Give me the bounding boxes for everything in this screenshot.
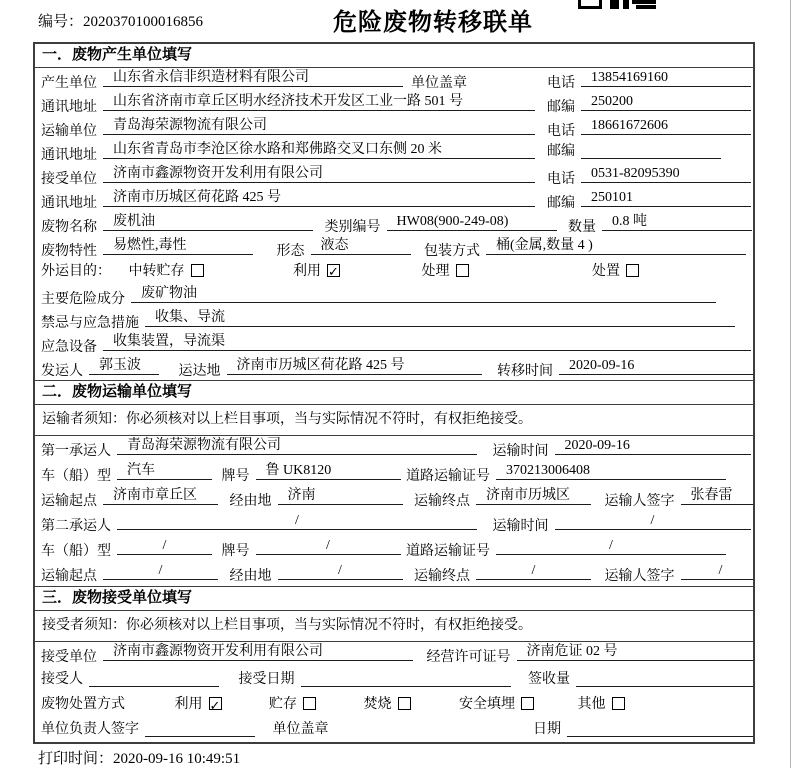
field-label: 牌号 — [221, 469, 250, 484]
field-label: 通讯地址 — [41, 100, 97, 115]
consignor-value: 郭玉波 — [89, 356, 159, 375]
right-group — [547, 116, 751, 140]
qr-module — [636, 5, 656, 9]
terminus1-value: 济南市历城区 — [476, 486, 591, 505]
print-time-label: 打印时间： — [38, 751, 114, 767]
section2-header: 二．废物运输单位填写 — [35, 380, 753, 405]
field-label: 运达地 — [178, 364, 221, 379]
disposal-option-storage — [269, 692, 316, 717]
field-label: 运输时间 — [492, 444, 549, 459]
terminus2-value: / — [476, 561, 591, 580]
option-label: 安全填埋 — [459, 697, 515, 712]
field-label: 废物处置方式 — [41, 697, 125, 712]
field-label: 运输起点 — [41, 494, 97, 509]
plate1-value: 鲁 UK8120 — [256, 461, 401, 480]
field-label: 经由地 — [229, 494, 272, 509]
field-label: 运输时间 — [492, 519, 549, 534]
packaging-value: 桶(金属,数量 4 ) — [486, 236, 746, 255]
category-code-value: HW08(900-249-08) — [387, 212, 557, 231]
acceptor-value — [89, 668, 219, 687]
second-carrier-value: / — [117, 511, 477, 530]
right-group — [547, 164, 751, 188]
transporter-address-row — [35, 140, 753, 164]
responsible-sign-row — [35, 717, 753, 742]
checkbox-unchecked-icon — [612, 697, 625, 710]
field-label: 邮编 — [547, 196, 575, 211]
field-label: 车（船）型 — [41, 544, 111, 559]
transfer-purpose-row — [35, 260, 753, 284]
field-label: 第二承运人 — [41, 519, 111, 534]
page-title: 危险废物转移联单 — [333, 10, 533, 36]
field-label: 接受日期 — [238, 672, 295, 687]
field-label: 类别编号 — [324, 220, 381, 235]
quantity-value: 0.8 吨 — [602, 212, 752, 231]
producer-row — [35, 68, 753, 92]
field-label: 应急设备 — [41, 340, 97, 355]
vehicle1-row — [35, 461, 753, 486]
road-permit2-value: / — [496, 536, 726, 555]
characteristics-value: 易燃性,毒性 — [103, 236, 253, 255]
field-label: 运输终点 — [414, 569, 470, 584]
field-label: 牌号 — [221, 544, 250, 559]
responsible-sign-value — [145, 718, 255, 737]
field-label: 经营许可证号 — [426, 650, 511, 665]
right-group — [547, 140, 721, 164]
serial-label: 编号： — [38, 14, 84, 30]
checkbox-checked-icon — [209, 697, 222, 710]
main-hazard-row — [35, 284, 753, 308]
field-label: 发运人 — [41, 364, 83, 379]
qr-module — [610, 0, 619, 9]
first-carrier-row — [35, 436, 753, 461]
field-label: 电话 — [547, 76, 575, 91]
receiver-value: 济南市鑫源物资开发利用有限公司 — [103, 164, 535, 183]
option-label: 其他 — [577, 697, 606, 712]
receiver-notice: 接受者须知：你必须核对以上栏目事项，当与实际情况不符时，有权拒绝接受。 — [35, 611, 753, 642]
option-label: 处置 — [592, 264, 620, 279]
page-edge-line — [790, 0, 791, 768]
producer-phone-value: 13854169160 — [581, 68, 751, 87]
option-label: 利用 — [293, 264, 321, 279]
checkbox-unchecked-icon — [191, 264, 204, 277]
field-label: 运输终点 — [414, 494, 470, 509]
purpose-option-transfer-storage — [129, 260, 204, 284]
field-label: 数量 — [568, 220, 596, 235]
field-label: 接受单位 — [41, 172, 97, 187]
option-label: 处理 — [421, 264, 450, 279]
seal-label: 单位盖章 — [272, 722, 329, 737]
checkbox-unchecked-icon — [626, 264, 639, 277]
qr-module — [632, 0, 656, 4]
field-label: 主要危险成分 — [41, 292, 125, 307]
checkbox-checked-icon — [327, 264, 340, 277]
serial-number-line — [38, 10, 203, 31]
destination-value: 济南市历城区荷花路 425 号 — [227, 356, 482, 375]
accept-unit-value: 济南市鑫源物资开发利用有限公司 — [103, 642, 413, 661]
disposal-option-utilize — [175, 692, 222, 717]
route2-row — [35, 561, 753, 586]
section1-header: 一．废物产生单位填写 — [35, 44, 753, 68]
field-label: 日期 — [533, 722, 561, 737]
carrier-sign2-value: / — [681, 561, 754, 580]
field-label: 电话 — [547, 172, 575, 187]
field-label: 运输人签字 — [604, 494, 675, 509]
transporter-phone-value: 18661672606 — [581, 116, 751, 135]
seal-date-value — [567, 718, 753, 737]
field-label: 形态 — [276, 244, 305, 259]
print-time-line — [38, 747, 240, 768]
transporter-row — [35, 116, 753, 140]
field-label: 运输人签字 — [604, 569, 675, 584]
producer-address-row — [35, 92, 753, 116]
receiver-phone-value: 0531-82095390 — [581, 164, 751, 183]
right-group — [547, 68, 751, 92]
field-label: 单位负责人签字 — [41, 722, 139, 737]
checkbox-unchecked-icon — [521, 697, 534, 710]
purpose-option-treat — [422, 260, 469, 284]
purpose-option-dispose — [592, 260, 639, 284]
field-label: 邮编 — [547, 144, 575, 159]
right-group — [547, 188, 751, 212]
disposal-option-landfill — [459, 692, 534, 717]
field-label: 第一承运人 — [41, 444, 111, 459]
qr-module — [623, 0, 629, 9]
transporter-address-value: 山东省青岛市李沧区徐水路和郑佛路交叉口东侧 20 米 — [103, 140, 535, 159]
origin1-value: 济南市章丘区 — [103, 486, 218, 505]
carrier-sign1-value: 张春雷 — [681, 486, 754, 505]
field-label: 运输起点 — [41, 569, 97, 584]
vehicle-type1-value: 汽车 — [117, 461, 212, 480]
transporter-notice: 运输者须知：你必须核对以上栏目事项，当与实际情况不符时，有权拒绝接受。 — [35, 405, 753, 436]
vehicle2-row — [35, 536, 753, 561]
field-label: 签收量 — [528, 672, 570, 687]
waste-characteristics-row — [35, 236, 753, 260]
road-permit1-value: 370213006408 — [496, 461, 726, 480]
transport-date2-value: / — [555, 511, 751, 530]
field-label: 接受人 — [41, 672, 83, 687]
transfer-date-value: 2020-09-16 — [559, 356, 753, 375]
disposal-option-incinerate — [364, 692, 411, 717]
field-label: 接受单位 — [41, 650, 97, 665]
emergency-equipment-value: 收集装置，导流渠 — [103, 332, 751, 351]
receipt-quantity-value — [576, 668, 753, 687]
via1-value: 济南 — [278, 486, 403, 505]
transport-date1-value: 2020-09-16 — [555, 436, 751, 455]
serial-value: 2020370100016856 — [83, 14, 204, 30]
producer-address-value: 山东省济南市章丘区明水经济技术开发区工业一路 501 号 — [103, 92, 535, 111]
field-label: 包装方式 — [424, 244, 480, 259]
checkbox-unchecked-icon — [398, 697, 411, 710]
first-carrier-value: 青岛海荣源物流有限公司 — [117, 436, 477, 455]
producer-value: 山东省永信非织造材料有限公司 — [103, 68, 403, 87]
waste-name-value: 废机油 — [103, 212, 313, 231]
field-label: 禁忌与应急措施 — [41, 316, 139, 331]
physical-form-value: 液态 — [311, 236, 411, 255]
field-label: 废物特性 — [41, 244, 97, 259]
waste-name-row — [35, 212, 753, 236]
right-group — [547, 92, 751, 116]
purpose-option-utilize — [293, 260, 340, 284]
field-label: 运输单位 — [41, 124, 97, 139]
field-label: 道路运输证号 — [406, 469, 490, 484]
option-label: 中转贮存 — [128, 264, 185, 279]
field-label: 废物名称 — [41, 220, 97, 235]
producer-zip-value: 250200 — [581, 92, 751, 111]
section3-header: 三．废物接受单位填写 — [35, 586, 753, 611]
accept-date-value — [301, 668, 511, 687]
receiver-address-row — [35, 188, 753, 212]
plate2-value: / — [256, 536, 401, 555]
field-label: 车（船）型 — [41, 469, 111, 484]
qr-module — [578, 0, 602, 9]
checkbox-unchecked-icon — [303, 697, 316, 710]
via2-value: / — [278, 561, 403, 580]
qr-code-fragment — [578, 0, 656, 9]
print-time-value: 2020-09-16 10:49:51 — [113, 751, 241, 767]
main-hazard-value: 废矿物油 — [131, 284, 716, 303]
option-label: 贮存 — [269, 697, 297, 712]
origin2-value: / — [103, 561, 218, 580]
option-label: 利用 — [174, 697, 203, 712]
field-label: 邮编 — [547, 100, 575, 115]
checkbox-unchecked-icon — [456, 264, 469, 277]
vehicle-type2-value: / — [117, 536, 212, 555]
transporter-zip-value — [581, 140, 721, 159]
precautions-row — [35, 308, 753, 332]
accept-unit-row — [35, 642, 753, 667]
field-label: 转移时间 — [497, 364, 553, 379]
disposal-option-other — [578, 692, 625, 717]
field-label: 道路运输证号 — [406, 544, 490, 559]
field-label: 外运目的： — [41, 264, 111, 279]
field-label: 通讯地址 — [41, 148, 97, 163]
route1-row — [35, 486, 753, 511]
seal-label: 单位盖章 — [411, 76, 467, 91]
acceptor-row — [35, 667, 753, 692]
receiver-zip-value: 250101 — [581, 188, 751, 207]
manifest-form — [33, 42, 755, 744]
field-label: 电话 — [547, 124, 575, 139]
option-label: 焚烧 — [363, 697, 392, 712]
transporter-value: 青岛海荣源物流有限公司 — [103, 116, 535, 135]
license-value: 济南危证 02 号 — [517, 642, 753, 661]
field-label: 经由地 — [229, 569, 272, 584]
emergency-equipment-row — [35, 332, 753, 356]
second-carrier-row — [35, 511, 753, 536]
precautions-value: 收集、导流 — [145, 308, 735, 327]
field-label: 产生单位 — [41, 76, 97, 91]
receiver-address-value: 济南市历城区荷花路 425 号 — [103, 188, 535, 207]
field-label: 通讯地址 — [41, 196, 97, 211]
receiver-row — [35, 164, 753, 188]
disposal-method-row — [35, 692, 753, 717]
consignor-row — [35, 356, 753, 380]
